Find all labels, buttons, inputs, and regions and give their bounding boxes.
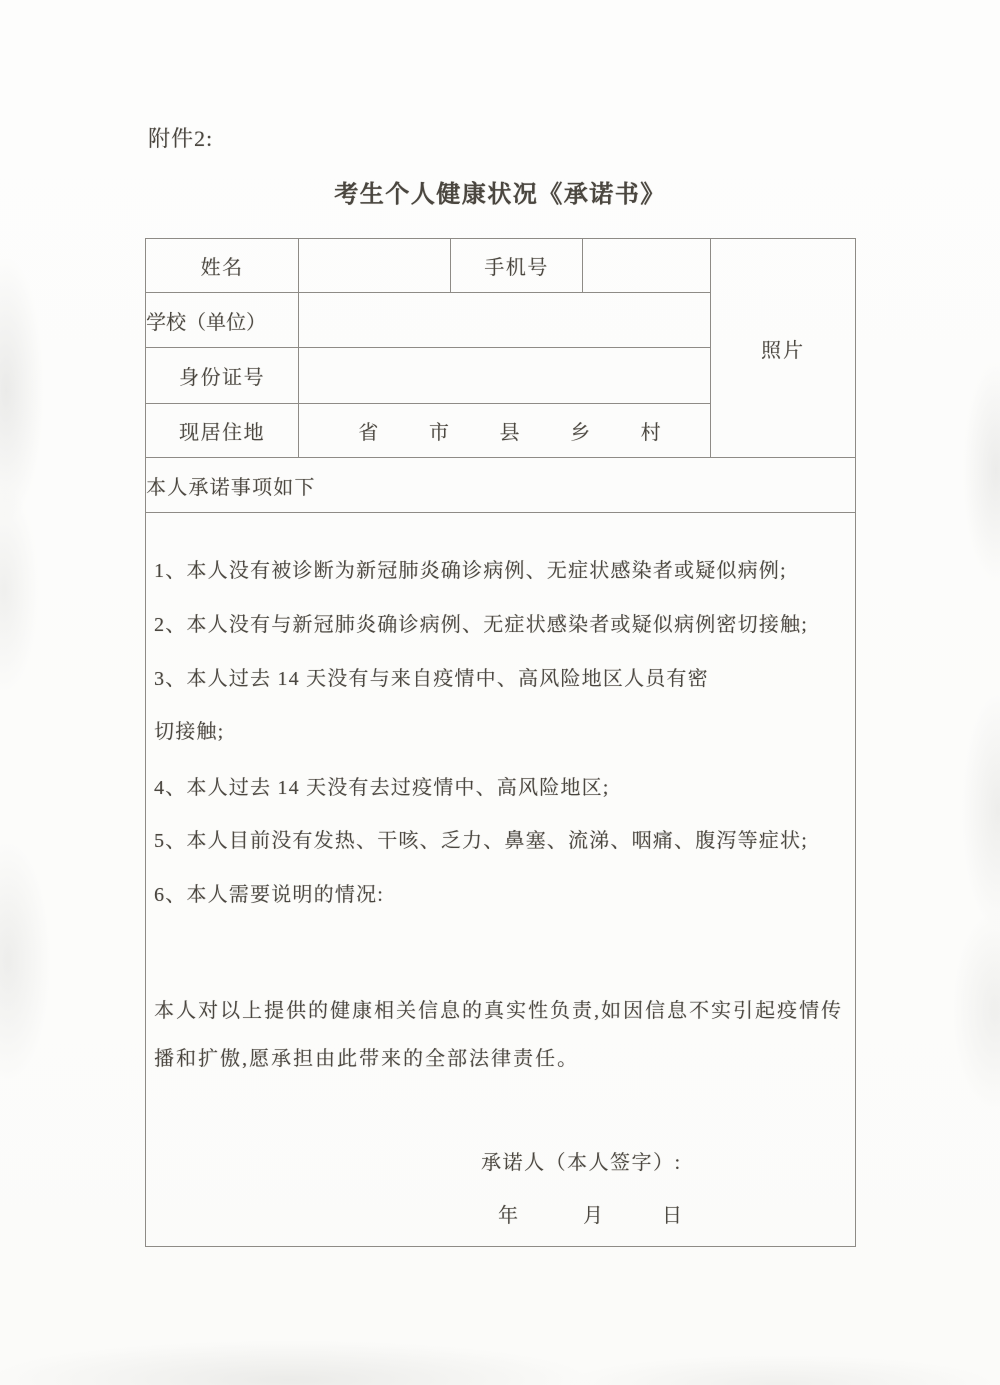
page-title: 考生个人健康状况《承诺书》 (334, 182, 666, 208)
table-row (146, 513, 856, 1247)
date-line (146, 1201, 840, 1231)
commitment-item-6: 6、本人需要说明的情况: (154, 884, 384, 906)
commitment-item-1: 1、本人没有被诊断为新冠肺炎确诊病例、无症状感染者或疑似病例; (154, 560, 787, 582)
commitment-header-cell: 本人承诺事项如下 (146, 458, 856, 513)
table-row (146, 458, 856, 513)
commitment-item-3-continued: 切接触; (154, 721, 225, 743)
commitment-item-4: 4、本人过去 14 天没有去过疫情中、高风险地区; (154, 777, 610, 799)
phone-value-cell (583, 239, 711, 293)
commitment-item-5: 5、本人目前没有发热、干咳、乏力、鼻塞、流涕、咽痛、腹泻等症状; (154, 830, 808, 852)
commitment-item-2: 2、本人没有与新冠肺炎确诊病例、无症状感染者或疑似病例密切接触; (154, 614, 808, 636)
residence-value-cell (299, 404, 711, 458)
phone-label-cell: 手机号 (451, 239, 583, 293)
id-label-cell: 身份证号 (146, 348, 299, 404)
id-value-cell (299, 348, 711, 404)
name-value-cell (299, 239, 451, 293)
date-day-label: 日 (662, 1205, 684, 1227)
name-label-cell: 姓名 (146, 239, 299, 293)
residence-unit-province: 省 (358, 422, 379, 444)
attachment-label: 附件2: (148, 126, 214, 151)
school-value-cell (299, 293, 711, 348)
table-row (146, 239, 856, 293)
residence-label-cell: 现居住地 (146, 404, 299, 458)
date-month-label: 月 (583, 1205, 605, 1227)
date-year-label: 年 (498, 1205, 520, 1227)
signature-label: 承诺人（本人签字）: (481, 1152, 682, 1174)
residence-unit-county: 县 (499, 422, 520, 444)
commitment-body-cell (146, 513, 856, 1247)
residence-unit-township: 乡 (570, 422, 591, 444)
school-label-cell: 学校（单位） (146, 293, 299, 348)
commitment-item-3: 3、本人过去 14 天没有与来自疫情中、高风险地区人员有密 (154, 668, 709, 690)
residence-units (299, 416, 710, 445)
declaration-line-2: 播和扩傲,愿承担由此带来的全部法律责任。 (154, 1048, 579, 1070)
commitment-body (146, 513, 855, 1246)
photo-cell: 照片 (711, 239, 856, 458)
residence-unit-city: 市 (428, 422, 449, 444)
residence-unit-village: 村 (640, 422, 661, 444)
health-commitment-form-table (145, 238, 856, 1247)
declaration-line-1: 本人对以上提供的健康相关信息的真实性负责,如因信息不实引起疫情传 (154, 1000, 843, 1022)
